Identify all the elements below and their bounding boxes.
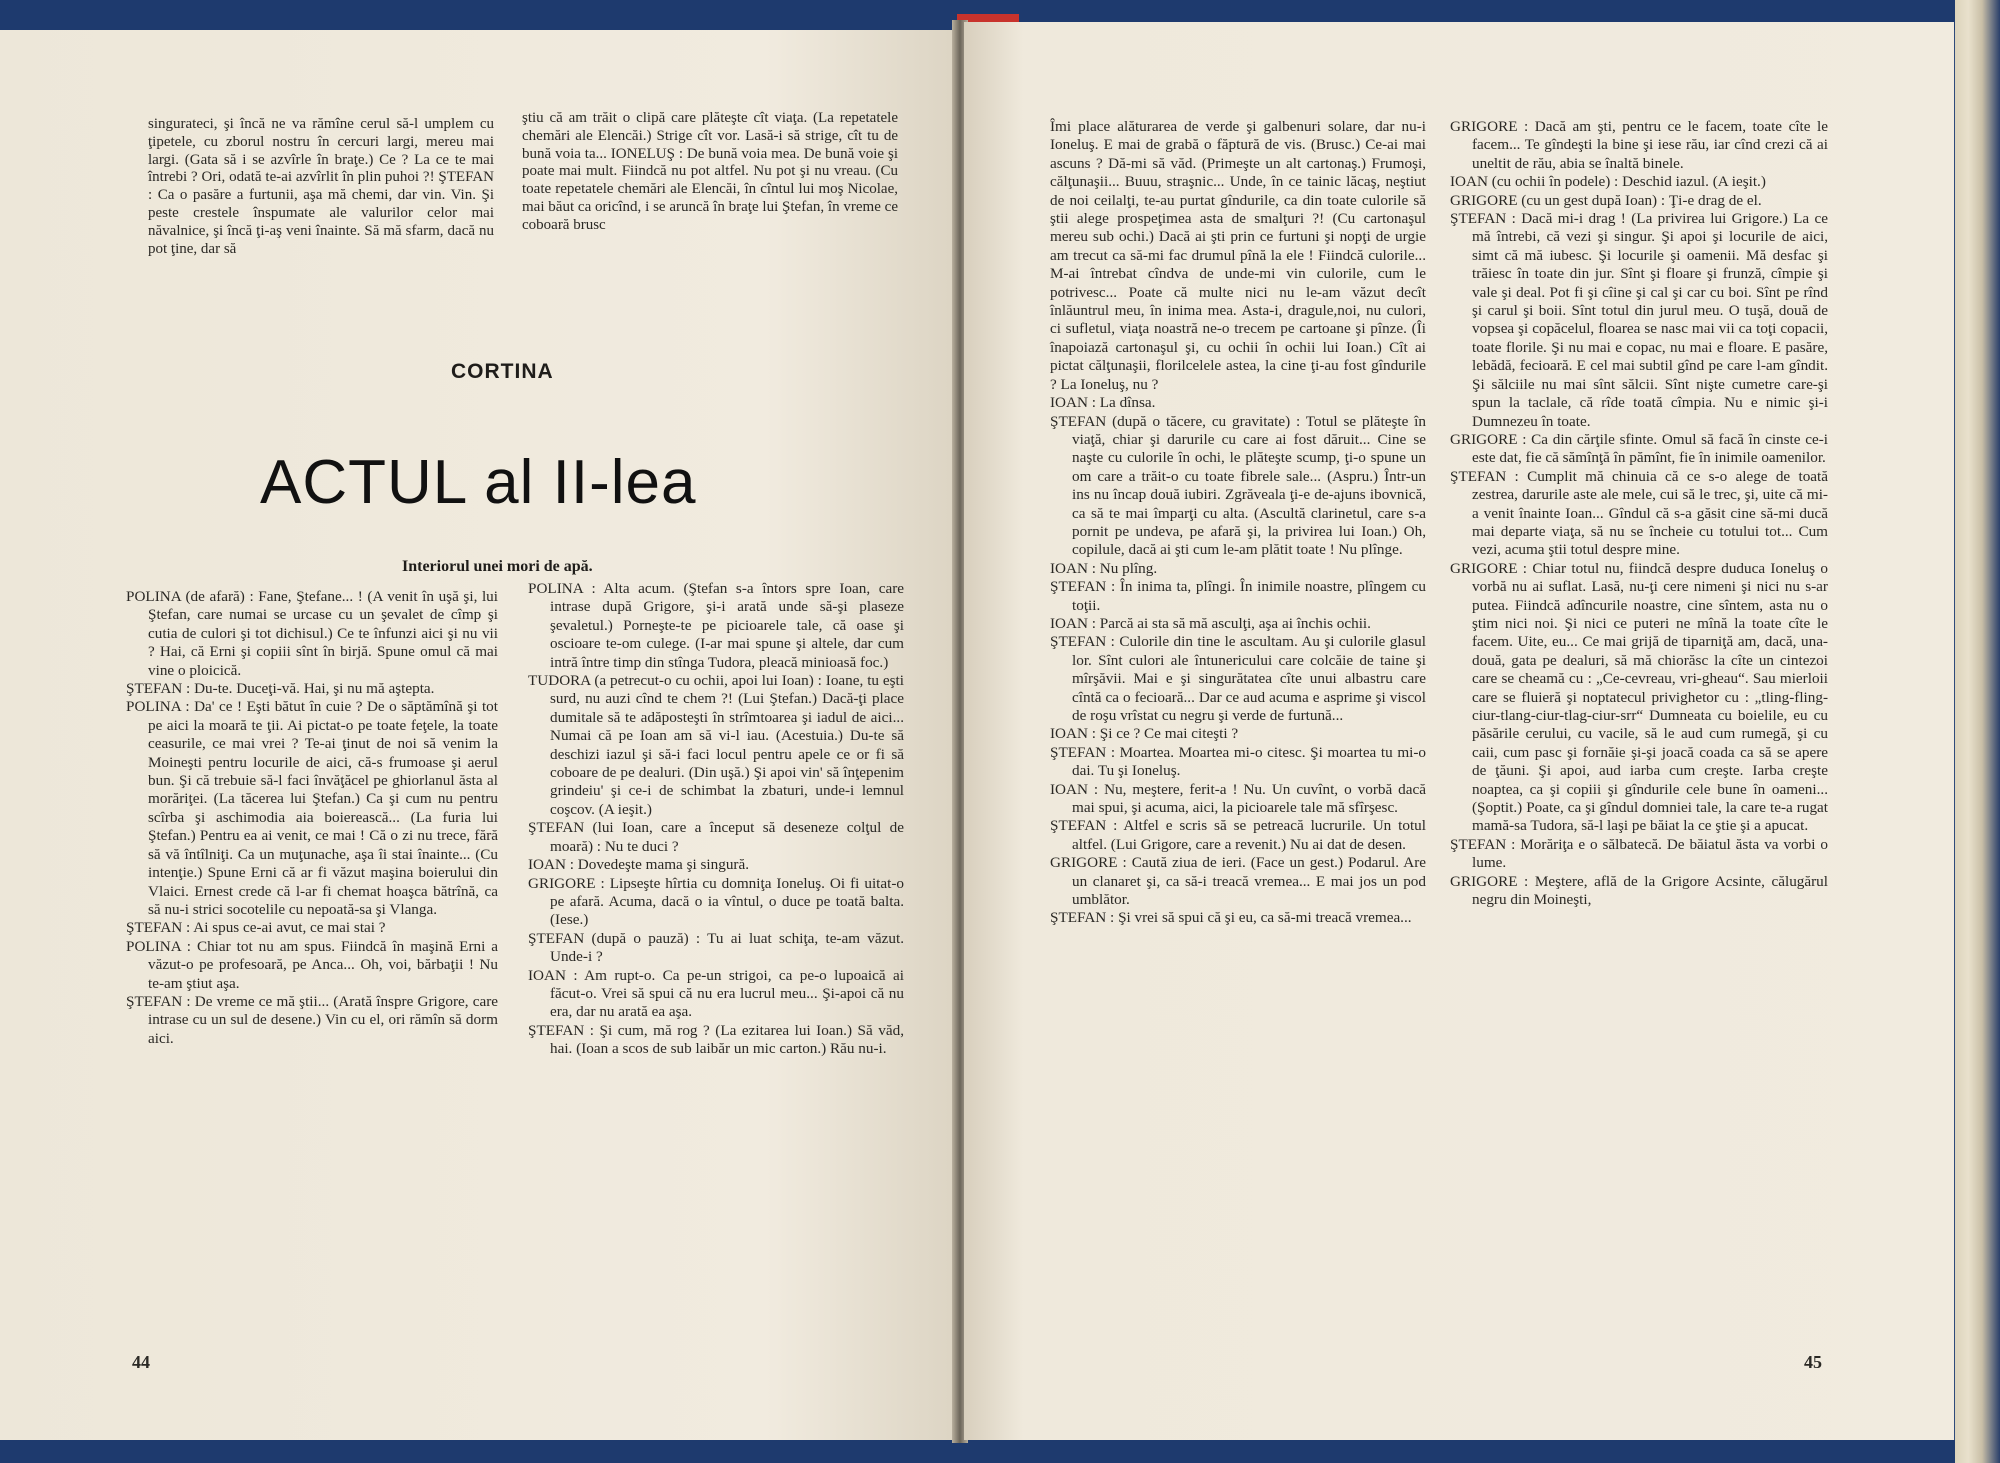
dialogue-line: IOAN (cu ochii în podele) : Deschid iazul. (A ieşit.)	[1450, 173, 1766, 191]
dialogue-line: ŞTEFAN (lui Ioan, care a început să deseneze colţul de moară) : Nu te duci ?	[528, 819, 904, 855]
left-page	[0, 30, 958, 1440]
paragraph: ştiu că am trăit o clipă care plăteşte cît viaţa. (La repetatele chemări ale Elencăi.) Strige cît vor. Lasă-i să strige, cît tu de bună voia ta... IONELUŞ : De bună voia mea. De bună voie şi poate mai mult. Fiindcă nu pot altfel. Nu pot şi nu vreau. (Cu toate repetatele chemări ale Elencăi, în cîntul lui moş Nicolae, mai băut ca oricînd, i se aruncă în braţe lui Ştefan, în vreme ce coboară brusc	[522, 110, 898, 233]
dialogue-line: IOAN : Dovedeşte mama şi singură.	[528, 856, 750, 874]
page-number: 44	[132, 1352, 150, 1372]
dialogue-line: IOAN : Nu plîng.	[1050, 559, 1158, 577]
book-page-edges	[1955, 0, 2000, 1463]
right-col2-dialogue	[1450, 118, 1828, 909]
dialogue-line: POLINA : Da' ce ! Eşti bătut în cuie ? De o săptămînă şi tot pe aici la moară te ţii. Ai pictat-o pe toate feţele, la toate ceasurile, ce mai vrei ? Te-ai ţinut de noi să venim la Moineşti pentru locurile de aici, că-s frumoase şi aerul bun. Şi că trebuie să-l faci învăţăcel pe ghiorlanul ăsta al morăriţei. (La tăcerea lui Ştefan.) Ca şi cum nu pentru scîrba şi aschimodia aia boierească... (La furia lui Ştefan.) Pentru ea ai venit, ce mai ! Că o zi nu trece, fără să vă întîlniţi. Ca un muţunache, aşa îi stai înainte... (Cu intenţie.) Spune Erni că ar fi văzut maşina boierului din Vlaici. Ernest crede că l-ar fi chemat hoaşca bătrînă, ca să nu-i strici socotelile cu nepoată-sa şi Vlanga.	[126, 698, 498, 918]
page-number: 45	[1804, 1352, 1822, 1372]
left-col1-top-text	[148, 116, 494, 258]
dialogue-line: ŞTEFAN : În inima ta, plîngi. În inimile noastre, plîngem cu toţii.	[1050, 578, 1426, 614]
dialogue-line: GRIGORE : Chiar totul nu, fiindcă despre duduca Ioneluş o vorbă nu ai suflat. Lasă, nu-ţi cere nimeni şi nici nu s-ar putea. Fiindcă adîncurile noastre, cine sîntem, asta nu o ştim nici noi. Şi nici ce puteri ne mînă la toate cîte le facem. Uite, eu... Ce mai grijă de tiparniţă am, dacă, una-două, gata pe dealuri, să mă chiorăsc la cîte un cintezoi care se cheamă cu : „Ce-cevreau, vri-gheau“. Sau mierloii care se fluieră şi noptatecul privighetor cu : „tling-fling-ciur-tlang-ciur-tlag-ciur-srr“ Dumneata cu boielile, eu cu păsările cerului, cu vacile, să le aud cum rumegă, şi cu caii, cum pasc şi fornăie şi-şi joacă coada ca să se apere de ţăuni. Şi apoi, aud iarba cum creşte. Iarba creşte noaptea, ca şi copiii şi gîndurile cele bune în oameni... (Şoptit.) Poate, ca şi gîndul domniei tale, la care te-a rugat mamă-sa Tudora, să-l laşi pe băiat la ce ştie şi a apucat.	[1450, 559, 1828, 835]
act-title: ACTUL al II-lea	[260, 448, 697, 517]
dialogue-line: ŞTEFAN : De vreme ce mă ştii... (Arată înspre Grigore, care intrase cu un sul de desene.) Vin cu el, ori rămîn să dorm aici.	[126, 992, 498, 1047]
cortina-heading: CORTINA	[451, 360, 554, 383]
dialogue-line: ŞTEFAN (după o pauză) : Tu ai luat schiţa, te-am văzut. Unde-i ?	[528, 929, 904, 966]
paragraph: singurateci, şi încă ne va rămîne cerul să-l umplem cu ţipetele, cu zborul nostru în cercuri largi, mereu mai largi. (Gata să i se azvîrle în braţe.) Ce ? La ce te mai întrebi ? Ori, odată te-ai azvîrlit în plin puhoi ?! ŞTEFAN : Ca o pasăre a furtunii, aşa mă chemi, dar vin. Vin. Şi peste crestele înspumate ale valurilor celor mai năvalnice, şi încă ţi-aş veni înainte. Să mă sfarm, dacă nu pot ţine, dar să	[148, 116, 494, 257]
dialogue-line: ŞTEFAN (după o tăcere, cu gravitate) : Totul se plăteşte în viaţă, chiar şi darurile cu care ai fost dăruit... Cine se naşte cu culorile în ochi, le plăteşte scump, ţi-o spune un om care a trăit-o cu toate fibrele sale... (Aspru.) Într-un ins nu încap două iubiri. Zgrăveala ţi-e de-ajuns ibovnică, ca să te mai împarţi cu alta. (Ascultă clarinetul, care s-a pornit pe undeva, pe afară şi, la privirea lui Ioan.) Oh, copilule, dacă ai şti cum le-am plătit toate ! Nu plînge.	[1050, 412, 1426, 559]
dialogue-line: Îmi place alăturarea de verde şi galbenuri solare, dar nu-i Ioneluş. E mai de grabă o făptură de vis. (Brusc.) Ce-ai mai ascuns ? Dă-mi să văd. (Primeşte un alt cartonaş.) Frumoşi, călţunaşii... Buuu, straşnic... Unde, în ce tainic lăcaş, neştiut de noi ceilalţi, te-au purtat gîndurile, ca din toate culorile să ştii alege prospeţimea asta de smalţuri ?! (Cu cartonaşul mereu sub ochi.) Dacă ai şti prin ce furtuni şi nopţi de urgie am trecut ca să-mi fac drumul pînă la ele ! Fiindcă culorile... M-ai întrebat cîndva de unde-mi vin culorile, cum le potrivesc... Poate că multe nici nu le-am văzut decît înlăuntrul meu, în inima mea. Asta-i, dragule,noi, nu culori, ci sufletul, viaţa noastră ne-o trecem pe cartoane şi pînze. (Îi înapoiază cartonaşul şi, cu ochii în ochii lui Ioan.) Cît ai pictat călţunaşii, florilcelele astea, la cine ţi-au fost gîndurile ? La Ioneluş, nu ?	[1050, 118, 1426, 393]
dialogue-line: GRIGORE : Dacă am şti, pentru ce le facem, toate cîte le facem... Te gîndeşti la bine şi iese rău, iar cînd crezi că ai uneltit de rău, abia se înaltă binele.	[1450, 118, 1828, 172]
left-col2-top-text	[522, 110, 898, 235]
dialogue-line: IOAN : Şi ce ? Ce mai citeşti ?	[1050, 725, 1239, 743]
book-cover-bottom	[0, 1440, 2000, 1463]
right-col1-dialogue	[1050, 118, 1426, 928]
scene-description: Interiorul unei mori de apă.	[402, 558, 593, 575]
dialogue-line: GRIGORE : Caută ziua de ieri. (Face un gest.) Podarul. Are un clanaret şi, ca să-i treacă vremea... E mai jos un pod umblător.	[1050, 854, 1426, 909]
dialogue-line: ŞTEFAN : Cumplit mă chinuia că ce s-o alege de toată zestrea, darurile aste ale mele, cui să le trec, şi, uite că mi-a venit înainte Ioan... Gîndul că s-a găsit cine să-mi ducă mai departe viaţa, să nu se încheie cu totului tot... Cum vezi, acuma ştii totul despre mine.	[1450, 467, 1828, 559]
dialogue-line: IOAN : Parcă ai sta să mă asculţi, aşa ai închis ochii.	[1050, 614, 1371, 632]
dialogue-line: TUDORA (a petrecut-o cu ochii, apoi lui Ioan) : Ioane, tu eşti surd, nu auzi cînd te chem ?! (Lui Ştefan.) Dacă-ţi place dumitale să te adăposteşti în strîmtoarea şi iadul de aici... Numai că pe Ioan am să vi-l iau. (Acestuia.) Du-te să deschizi iazul şi să-i faci locul pentru apele ce or fi să coboare de pe dealuri. (Din uşă.) Şi apoi vin' să înţepenim grindeiu' şi ce-i de schimbat la zbaturi, unde-i lemnul coşcov. (A ieşit.)	[528, 672, 904, 818]
dialogue-line: IOAN : Nu, meştere, ferit-a ! Nu. Un cuvînt, o vorbă dacă mai spui, şi acuma, aici, la picioarele tale mă sfîrşesc.	[1050, 780, 1426, 817]
dialogue-line: GRIGORE : Meştere, află de la Grigore Acsinte, călugărul negru din Moineşti,	[1450, 872, 1828, 909]
dialogue-line: POLINA : Alta acum. (Ştefan s-a întors spre Ioan, care intrase după Grigore, şi-i arată unde să-şi plaseze şevaletul.) Porneşte-te pe picioarele tale, că oase şi oscioare te-om culege. (I-ar mai spune şi altele, dar cum intră între timp din stînga Tudora, pleacă minioasă foc.)	[528, 580, 904, 671]
dialogue-line: ŞTEFAN : Şi cum, mă rog ? (La ezitarea lui Ioan.) Să văd, hai. (Ioan a scos de sub laibăr un mic carton.) Rău nu-i.	[528, 1021, 904, 1058]
dialogue-line: ŞTEFAN : Altfel e scris să se petreacă lucrurile. Un totul altfel. (Lui Grigore, care a revenit.) Nu ai dat de desen.	[1050, 817, 1426, 853]
dialogue-line: ŞTEFAN : Culorile din tine le ascultam. Au şi culorile glasul lor. Sînt culori ale întunericului care colcăie de taine şi mîrşăvii. Mai e şi singurătatea cîte unui albastru care cîntă ca o fecioară... Dar ce aud acuma e asprime şi viscol de roşu vrîstat cu negru şi verde de furtună...	[1050, 633, 1426, 724]
left-col2-dialogue	[528, 580, 904, 1059]
dialogue-line: ŞTEFAN : Morăriţa e o sălbatecă. De băiatul ăsta va vorbi o lume.	[1450, 835, 1828, 872]
dialogue-line: GRIGORE (cu un gest după Ioan) : Ţi-e drag de el.	[1450, 191, 1762, 209]
dialogue-line: ŞTEFAN : Du-te. Duceţi-vă. Hai, şi nu mă aştepta.	[126, 680, 435, 698]
dialogue-line: GRIGORE : Ca din cărţile sfinte. Omul să facă în cinste ce-i este dat, fie că sămînţă în pămînt, fie în inimile oamenilor.	[1450, 430, 1828, 467]
left-col1-dialogue	[126, 588, 498, 1048]
dialogue-line: ŞTEFAN : Moartea. Moartea mi-o citesc. Şi moartea tu mi-o dai. Tu şi Ioneluş.	[1050, 743, 1426, 780]
dialogue-line: POLINA (de afară) : Fane, Ştefane... ! (A venit în uşă şi, lui Ştefan, care numai se urcase cu un şevalet de cîmp şi cutia de culori şi tot dichisul.) Ce te înfunzi aici şi nu vii ? Hai, că Erni şi copiii sînt în birjă. Spune omul că mai vine o ploicică.	[126, 588, 498, 679]
dialogue-line: IOAN : La dînsa.	[1050, 394, 1156, 412]
dialogue-line: GRIGORE : Lipseşte hîrtia cu domniţa Ioneluş. Oi fi uitat-o pe afară. Acuma, dacă o ia vîntul, o duce pe toată balta. (Iese.)	[528, 874, 904, 929]
dialogue-line: ŞTEFAN : Dacă mi-i drag ! (La privirea lui Grigore.) La ce mă întrebi, că vezi şi singur. Şi apoi şi locurile de aici, simt că mă iubesc. Şi locurile şi oamenii. Mă desfac şi trăiesc în toate din jur. Sînt şi floare şi frunză, cîmpie şi vale şi deal. Pot fi şi cîine şi cal şi car cu boi. Sînt pe rînd şi carul şi boii. Sînt totul din jurul meu. O tuşă, două de vopsea şi copăcelul, floarea se nasc mai vii ca toţi copacii, toate florile. Şi nu mai e copac, nu mai e floare. E pasăre, lebădă, fecioară. E cel mai subtil gînd pe care l-am gîndit. Şi sălciile nu mai sînt sălcii. Sînt nişte cumetre care-şi spun la taclale, că rîde toată cîmpia. Nu e nimic şi-i Dumnezeu în toate.	[1450, 210, 1828, 430]
dialogue-line: POLINA : Chiar tot nu am spus. Fiindcă în maşină Erni a văzut-o pe profesoară, pe Anca... Oh, voi, bărbaţii ! Nu te-am ştiut aşa.	[126, 937, 498, 992]
dialogue-line: IOAN : Am rupt-o. Ca pe-un strigoi, ca pe-o lupoaică ai făcut-o. Vrei să spui că nu era lucrul meu... Şi-apoi că nu era, dar nu arată ea aşa.	[528, 966, 904, 1021]
dialogue-line: ŞTEFAN : Ai spus ce-ai avut, ce mai stai ?	[126, 919, 386, 937]
right-page	[964, 22, 1954, 1440]
dialogue-line: ŞTEFAN : Şi vrei să spui că şi eu, ca să-mi treacă vremea...	[1050, 909, 1412, 927]
